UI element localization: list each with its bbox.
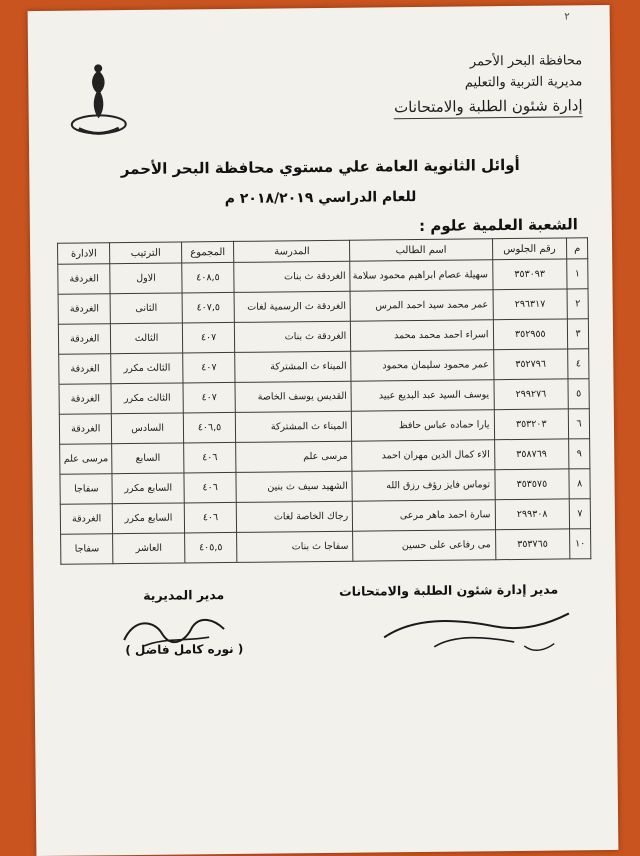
cell-seat-number: ٣٥٣٧٦٥ bbox=[495, 529, 570, 560]
cell-total: ٤٠٥,٥ bbox=[184, 532, 237, 563]
cell-school: الميناء ث المشتركة bbox=[235, 351, 351, 382]
document-sheet bbox=[28, 5, 619, 856]
cell-student-name: عمر محمد سيد احمد المرس bbox=[350, 290, 493, 321]
governorate-logo bbox=[68, 62, 129, 143]
results-table bbox=[57, 237, 591, 565]
cell-seat-number: ٢٩٦٣١٧ bbox=[493, 289, 568, 320]
cell-student-name: مى رفاعى على حسين bbox=[353, 530, 496, 561]
cell-student-name: الاء كمال الدين مهران احمد bbox=[352, 440, 495, 471]
cell-school: الميناء ث المشتركة bbox=[236, 411, 352, 442]
cell-rank: الثانى bbox=[111, 293, 183, 324]
cell-administration: الغردقة bbox=[58, 264, 111, 295]
signature-name-director: ( نوره كامل فاضل ) bbox=[125, 641, 244, 658]
cell-index: ٨ bbox=[569, 469, 590, 499]
cell-administration: مرسى علم bbox=[60, 444, 113, 475]
handwritten-signature-director bbox=[114, 607, 254, 653]
cell-rank: السابع مكرر bbox=[113, 503, 185, 534]
cell-student-name: سارة احمد ماهر مرعى bbox=[353, 500, 496, 531]
cell-school: الغردقة ث بنات bbox=[234, 261, 350, 292]
cell-seat-number: ٣٥٣٢٠٣ bbox=[494, 409, 569, 440]
title-line-1: أوائل الثانوية العامة علي مستوي محافظة البحر الأحمر bbox=[120, 155, 520, 179]
cell-rank: السابع bbox=[112, 443, 184, 474]
cell-school: سفاجا ث بنات bbox=[237, 531, 353, 562]
cell-administration: الغردقة bbox=[59, 414, 112, 445]
cell-school: الشهيد سيف ث بنين bbox=[236, 471, 352, 502]
cell-school: الغردقة ث بنات bbox=[235, 321, 351, 352]
cell-seat-number: ٣٥٢٧٩٦ bbox=[493, 349, 568, 380]
header-governorate: محافظة البحر الأحمر bbox=[469, 53, 583, 70]
header-department: إدارة شئون الطلبة والامتحانات bbox=[394, 96, 583, 119]
cell-student-name: سهيلة عصام ابراهيم محمود سلامة bbox=[350, 260, 493, 291]
table-row bbox=[61, 529, 591, 565]
header-seat-number: رقم الجلوس bbox=[492, 238, 567, 260]
cell-index: ٩ bbox=[569, 439, 590, 469]
cell-total: ٤٠٧ bbox=[182, 322, 235, 353]
document-title bbox=[29, 155, 611, 209]
cell-administration: الغردقة bbox=[59, 384, 112, 415]
cell-school: رجاك الخاصة لغات bbox=[237, 501, 353, 532]
page-number: ٢ bbox=[564, 11, 570, 23]
cell-index: ٢ bbox=[567, 289, 588, 319]
cell-administration: الغردقة bbox=[59, 354, 112, 385]
cell-rank: الثالث bbox=[111, 323, 183, 354]
cell-index: ١ bbox=[567, 259, 588, 289]
title-line-2: للعام الدراسي ٢٠١٨/٢٠١٩ م bbox=[224, 189, 417, 208]
cell-total: ٤٠٦ bbox=[184, 502, 237, 533]
header-index: م bbox=[567, 238, 588, 259]
cell-total: ٤٠٦ bbox=[183, 442, 236, 473]
cell-school: القديس يوسف الخاصة bbox=[235, 381, 351, 412]
header-block bbox=[362, 53, 583, 119]
cell-index: ٥ bbox=[568, 379, 589, 409]
signature-title-director: مدير المديرية bbox=[143, 587, 225, 603]
cell-index: ٧ bbox=[569, 499, 590, 529]
cell-student-name: اسراء احمد محمد محمد bbox=[351, 320, 494, 351]
header-administration: الادارة bbox=[58, 243, 111, 265]
cell-rank: السابع مكرر bbox=[112, 473, 184, 504]
cell-index: ٣ bbox=[567, 319, 588, 349]
cell-administration: الغردقة bbox=[60, 504, 113, 535]
cell-rank: الثالث مكرر bbox=[111, 383, 183, 414]
cell-administration: سفاجا bbox=[60, 474, 113, 505]
handwritten-signature-department bbox=[374, 605, 575, 662]
cell-index: ١٠ bbox=[570, 529, 591, 559]
header-total: المجموع bbox=[181, 241, 234, 263]
cell-student-name: يوسف السيد عبد البديع عبيد bbox=[351, 380, 494, 411]
cell-seat-number: ٣٥٨٧٦٩ bbox=[494, 439, 569, 470]
cell-rank: السادس bbox=[112, 413, 184, 444]
cell-administration: الغردقة bbox=[58, 294, 111, 325]
cell-school: مرسى علم bbox=[236, 441, 352, 472]
cell-seat-number: ٣٥٢٩٥٥ bbox=[493, 319, 568, 350]
cell-seat-number: ٢٩٩٢٧٦ bbox=[493, 379, 568, 410]
header-student-name: اسم الطالب bbox=[350, 239, 492, 261]
cell-total: ٤٠٧,٥ bbox=[182, 292, 235, 323]
cell-administration: الغردقة bbox=[58, 324, 111, 355]
signature-title-department: مدير إدارة شئون الطلبة والامتحانات bbox=[339, 581, 559, 599]
cell-student-name: عمر محمود سليمان محمود bbox=[351, 350, 494, 381]
cell-index: ٦ bbox=[568, 409, 589, 439]
branch-label: الشعبة العلمية علوم : bbox=[418, 215, 578, 235]
header-rank: الترتيب bbox=[110, 242, 182, 264]
cell-student-name: توماس فايز رؤف رزق الله bbox=[352, 470, 495, 501]
cell-seat-number: ٣٥٣٥٧٥ bbox=[494, 469, 569, 500]
cell-total: ٤٠٧ bbox=[183, 382, 236, 413]
cell-total: ٤٠٦ bbox=[184, 472, 237, 503]
cell-seat-number: ٢٩٩٣٠٨ bbox=[495, 499, 570, 530]
cell-seat-number: ٣٥٣٠٩٣ bbox=[492, 259, 567, 290]
cell-index: ٤ bbox=[568, 349, 589, 379]
header-directorate: مديرية التربية والتعليم bbox=[464, 74, 583, 91]
cell-rank: العاشر bbox=[113, 533, 185, 564]
cell-student-name: يارا حماده عباس حافظ bbox=[352, 410, 495, 441]
cell-school: الغردقة ث الرسمية لغات bbox=[234, 291, 350, 322]
cell-rank: الاول bbox=[110, 263, 182, 294]
header-school: المدرسة bbox=[234, 240, 350, 262]
cell-total: ٤٠٨,٥ bbox=[182, 262, 235, 293]
cell-total: ٤٠٦,٥ bbox=[183, 412, 236, 443]
cell-rank: الثالث مكرر bbox=[111, 353, 183, 384]
cell-administration: سفاجا bbox=[61, 534, 114, 565]
signature-block-department bbox=[334, 581, 564, 598]
cell-total: ٤٠٧ bbox=[182, 352, 235, 383]
